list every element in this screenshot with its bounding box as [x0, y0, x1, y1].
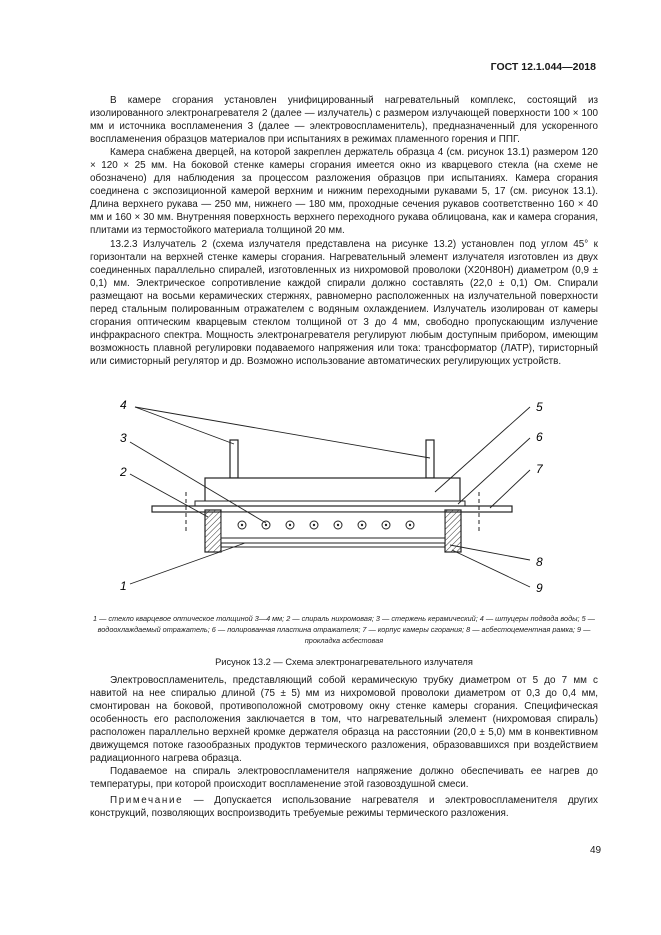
callout-2: 2: [120, 465, 127, 479]
callout-3: 3: [120, 431, 127, 445]
callout-1: 1: [120, 579, 127, 593]
standard-header: ГОСТ 12.1.044—2018: [490, 61, 596, 73]
heater-schematic: [90, 392, 598, 602]
callout-6: 6: [536, 430, 543, 444]
note-label: Примечание: [110, 795, 184, 807]
callout-9: 9: [536, 581, 543, 595]
paragraph: 13.2.3 Излучатель 2 (схема излучателя представлена на рисунке 13.2) установлен под углом 45° к горизонтали на верхней стенке камеры сгорания. Нагревательный элемент излучателя изготовлен из двух соединенных параллельно спиралей, изготовленных из нихромовой проволоки (Х20Н80Н) диаметром (0,9 ± 0,1) мм. Электрическое сопротивление каждой спирали должно составлять (22,0 ± 0,1) Ом. Спирали размещают на восьми керамических стержнях, равномерно расположенных на излучательной поверхности перед стальным полированным отражателем с водяным охлаждением. Излучатель изолирован от камеры сгорания оптическим кварцевым стеклом толщиной от 3 до 4 мм, свободно пропускающим излучение инфракрасного спектра. Мощность электронагревателя регулируют любым доступным прибором, имеющим возможность плавной регулировки подаваемого напряжения или тока: трансформатор (ЛАТР), тиристорный или симисторный регулятор и др. Возможно использование автоматических регулирующих устройств.: [90, 238, 598, 367]
paragraph: Камера снабжена дверцей, на которой закреплен держатель образца 4 (см. рисунок 13.1) размером 120 × 120 × 25 мм. На боковой стенке камеры сгорания имеется окно из кварцевого стекла (на схеме не обозначено) для наблюдения за процессом разложения образцов при испытаниях. Камера сгорания соединена с экспозиционной камерой верхним и нижним переходными рукавами 5, 17 (см. рисунок 13.1). Длина верхнего рукава — 250 мм, нижнего — 180 мм, проходные сечения рукавов соответственно 160 × 40 мм и 160 × 30 мм. Внутренняя поверхность верхнего переходного рукава облицована, как и камера сгорания, плитами из термостойкого материала толщиной 20 мм.: [90, 147, 598, 237]
callout-5: 5: [536, 400, 543, 414]
figure-heater-diagram: [90, 392, 598, 602]
paragraph: Электровоспламенитель, представляющий собой керамическую трубку диаметром от 5 до 7 мм с навитой на нее спиралью длиной (75 ± 5) мм из нихромовой проволоки диаметром от 0,3 до 0,4 мм, смонтирован на боковой, противоположной смотровому окну стенке камеры сгорания. Специфическая особенность его расположения заключается в том, что нагревательный элемент (нихромовая спираль) расположен параллельно верхней кромке держателя образца на расстоянии (20,0 ± 5,0) мм в конвективном движущемся потоке газообразных продуктов термического разложения, образовавшихся при воздействием радиационного нагрева образца.: [90, 675, 598, 765]
note: [90, 794, 598, 820]
figure-title: Рисунок 13.2 — Схема электронагревательного излучателя: [215, 657, 473, 667]
paragraph: Подаваемое на спираль электровоспламенителя напряжение должно обеспечивать ее нагрев до температуры, при которой происходит воспламенение этой газовоздушной смеси.: [90, 766, 598, 791]
callout-8: 8: [536, 555, 543, 569]
body-top: [90, 94, 598, 368]
page-number: 49: [590, 845, 602, 856]
water-fitting-left: [230, 440, 238, 478]
callout-7: 7: [536, 462, 543, 476]
body-bottom: [90, 674, 598, 821]
quartz-glass: [221, 538, 445, 543]
paragraph: В камере сгорания установлен унифицированный нагревательный комплекс, состоящий из изолированного электронагревателя 2 (далее — излучатель) с размером излучающей поверхности 100 × 100 мм и источника воспламенения 3 (далее — электровоспламенитель), предназначенный для ускоренного воспламенения образцов материалов при испытаниях в режимах пламенного горения и ППГ.: [90, 95, 598, 146]
callout-4: 4: [120, 398, 127, 412]
note-text: — Допускается использование нагревателя и электровоспламенителя других конструкций, позволяющих воспроизводить требуемые режимы термического разложения.: [90, 795, 598, 820]
water-fitting-right: [426, 440, 434, 478]
figure-legend: 1 — стекло кварцевое оптическое толщиной 3—4 мм; 2 — спираль нихромовая; 3 — стержень керамический; 4 — штуцеры подвода воды; 5 — водоохлаждаемый отражатель; 6 — полированная пластина отражателя; 7 — корпус камеры сгорания; 8 — асбестоцементная рамка; 9 — прокладка асбестовая: [93, 614, 595, 645]
